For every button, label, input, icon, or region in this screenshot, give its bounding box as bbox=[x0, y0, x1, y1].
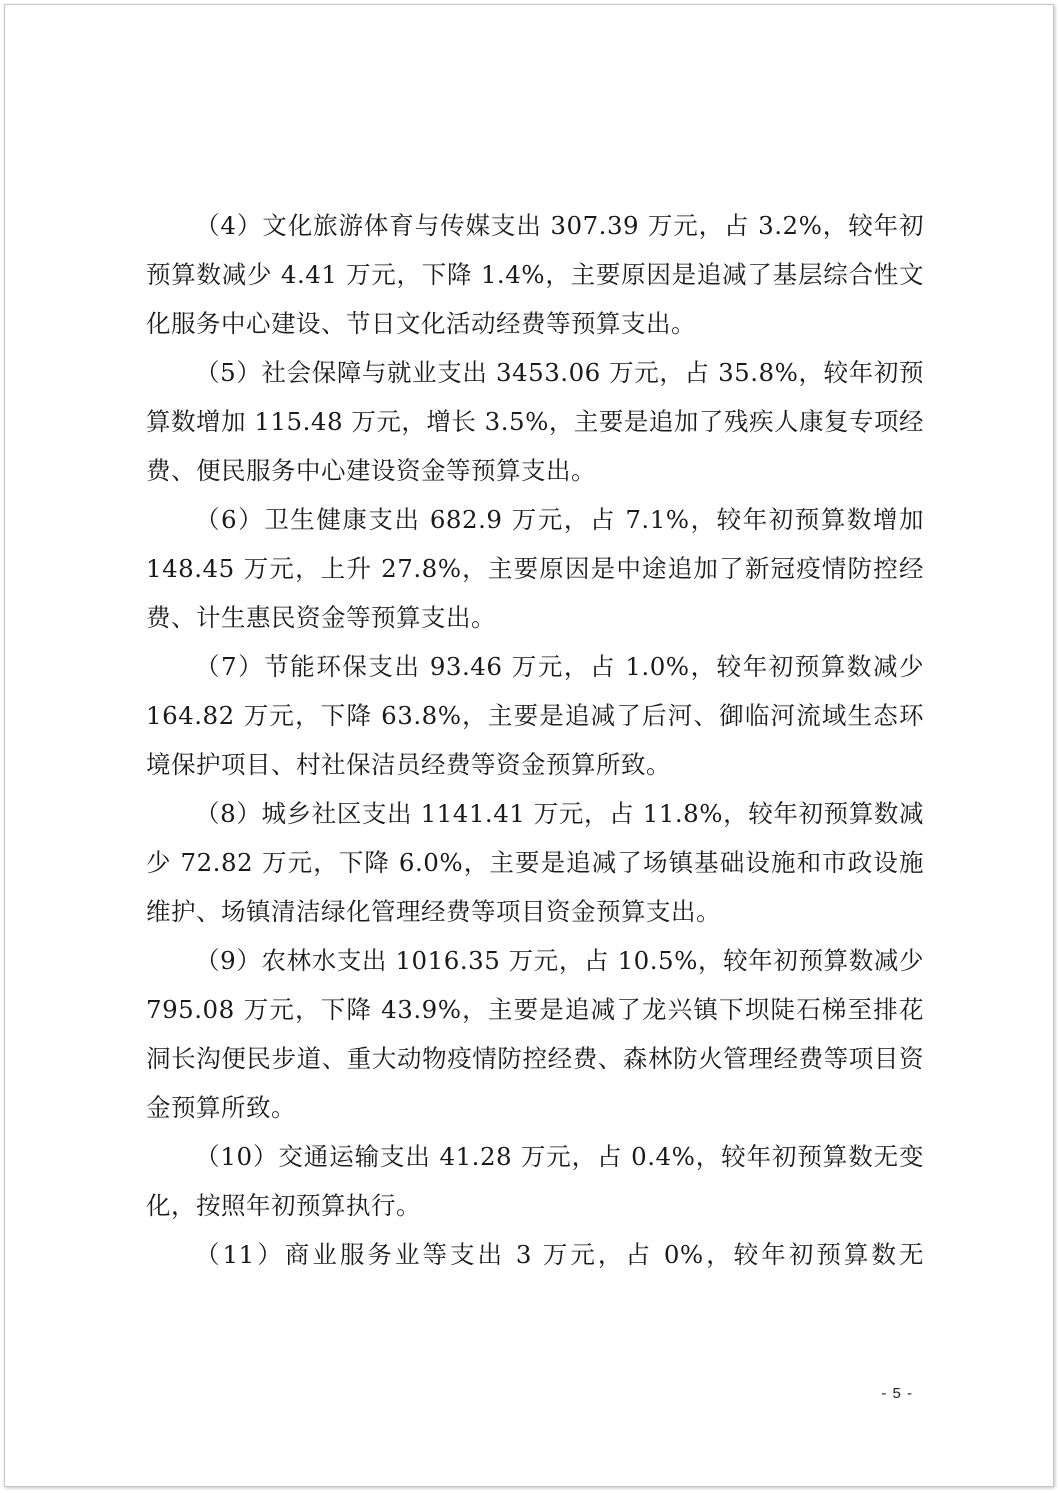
paragraph-commerce: （11）商业服务业等支出 3 万元，占 0%，较年初预算数无 bbox=[195, 1240, 924, 1269]
body-text bbox=[146, 201, 924, 1279]
document-page bbox=[4, 4, 1054, 1487]
paragraph-health: （6）卫生健康支出 682.9 万元，占 7.1%，较年初预算数增加 148.45 万元，上升 27.8%，主要原因是中途追加了新冠疫情防控经费、计生惠民资金等预算支出。 bbox=[146, 505, 924, 632]
paragraph-urban-rural: （8）城乡社区支出 1141.41 万元，占 11.8%，较年初预算数减少 72.82 万元，下降 6.0%，主要是追减了场镇基础设施和市政设施维护、场镇清洁绿化管理经费等项目资金预算支出。 bbox=[146, 799, 924, 926]
paragraph-culture-tourism: （4）文化旅游体育与传媒支出 307.39 万元，占 3.2%，较年初预算数减少 4.41 万元，下降 1.4%，主要原因是追减了基层综合性文化服务中心建设、节日文化活动经费等预算支出。 bbox=[146, 211, 924, 338]
page-number: - 5 - bbox=[881, 1385, 913, 1402]
paragraph-agriculture: （9）农林水支出 1016.35 万元，占 10.5%，较年初预算数减少 795.08 万元，下降 43.9%，主要是追减了龙兴镇下坝陡石梯至排花洞长沟便民步道、重大动物疫情防控经费、森林防火管理经费等项目资金预算所致。 bbox=[146, 946, 924, 1122]
paragraph-transport: （10）交通运输支出 41.28 万元，占 0.4%，较年初预算数无变化，按照年初预算执行。 bbox=[146, 1142, 924, 1220]
paragraph-social-security: （5）社会保障与就业支出 3453.06 万元，占 35.8%，较年初预算数增加 115.48 万元，增长 3.5%，主要是追加了残疾人康复专项经费、便民服务中心建设资金等预算支出。 bbox=[146, 358, 924, 485]
paragraph-environment: （7）节能环保支出 93.46 万元，占 1.0%，较年初预算数减少 164.82 万元，下降 63.8%，主要是追减了后河、御临河流域生态环境保护项目、村社保洁员经费等资金预算所致。 bbox=[146, 652, 924, 779]
